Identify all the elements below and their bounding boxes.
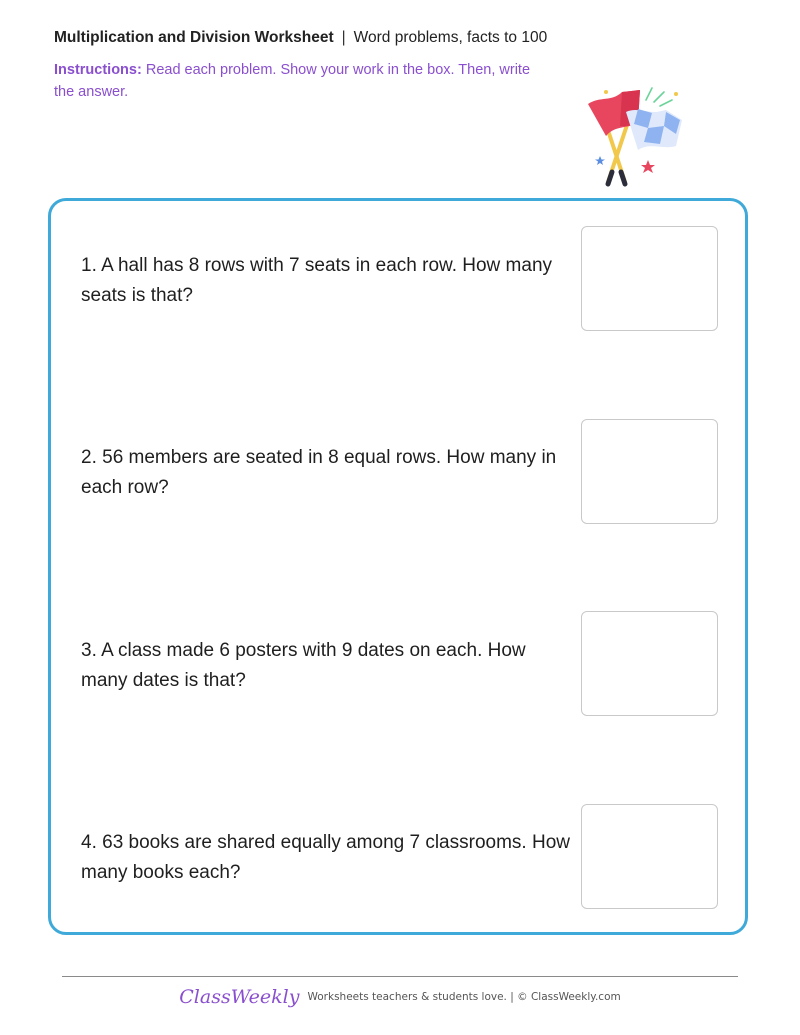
answer-box-3[interactable] <box>581 611 718 716</box>
instructions <box>54 59 554 103</box>
footer-tagline: Worksheets teachers & students love. | © ClassWeekly.com <box>307 991 621 1003</box>
answer-box-2[interactable] <box>581 419 718 524</box>
worksheet-subtitle: Word problems, facts to 100 <box>353 29 548 46</box>
instructions-label: Instructions: <box>54 62 142 78</box>
problem-4: 4. 63 books are shared equally among 7 classrooms. How many books each? <box>81 832 570 883</box>
problem-1: 1. A hall has 8 rows with 7 seats in each row. How many seats is that? <box>81 255 553 306</box>
brand-logo: ClassWeekly <box>179 986 300 1008</box>
problems-card <box>48 198 748 935</box>
header-separator: | <box>341 29 346 46</box>
worksheet-header <box>54 28 547 48</box>
answer-box-1[interactable] <box>581 226 718 331</box>
flags-icon <box>580 82 690 192</box>
worksheet-title: Multiplication and Division Worksheet <box>54 29 334 46</box>
footer <box>0 986 800 1008</box>
instructions-text: Read each problem. Show your work in the box. Then, write the answer. <box>54 62 531 100</box>
problem-2: 2. 56 members are seated in 8 equal rows. How many in each row? <box>81 447 557 498</box>
answer-box-4[interactable] <box>581 804 718 909</box>
footer-divider <box>62 976 738 977</box>
problem-3: 3. A class made 6 posters with 9 dates on each. How many dates is that? <box>81 640 526 691</box>
